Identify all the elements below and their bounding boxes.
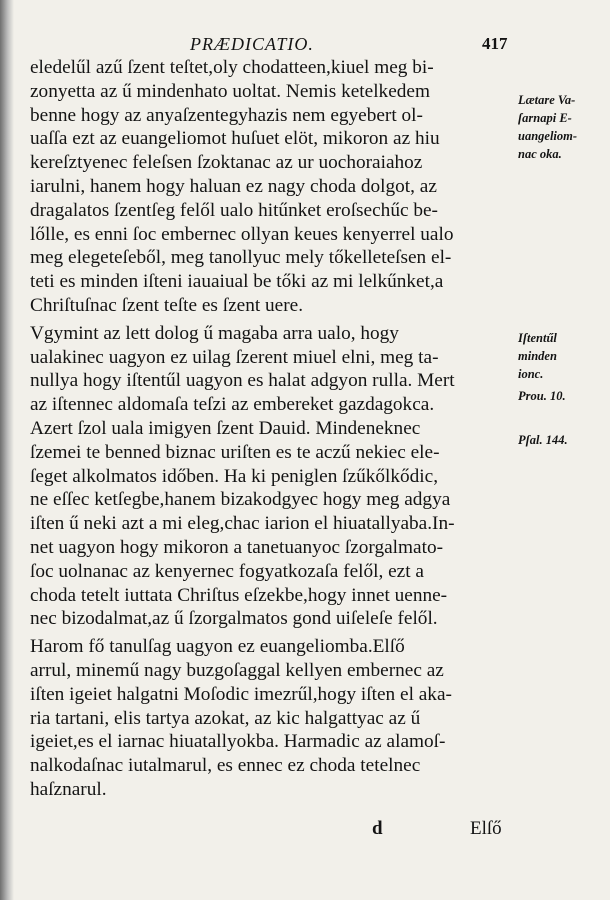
text-line: uaſſa ezt az euangeliomot huſuet elöt, mikoron az hiu — [30, 128, 440, 150]
text-line: dragalatos ſzentſeg felől ualo hitűnket eroſsechűc be- — [30, 199, 438, 221]
main-text-block — [30, 56, 518, 802]
text-line: ſzemei te benned biznac uriſten es te aczű nekiec ele- — [30, 441, 440, 463]
text-line: ne eſſec ketſegbe,hanem bizakodgyec hogy meg adgya — [30, 489, 451, 511]
text-line: nalkodaſnac iutalmarul, es ennec ez choda tetelnec — [30, 755, 421, 777]
running-title: PRÆDICATIO. — [190, 34, 314, 54]
margin-note: uangeliom- — [518, 129, 578, 143]
margin-note: ſarnapi E- — [518, 111, 572, 125]
text-line: nec bizodalmat,az ű ſzorgalmatos gond uiſeleſe felől. — [30, 608, 438, 630]
margin-note: minden — [518, 349, 557, 363]
text-line: ſoc uolnanac az kenyernec fogyatkozaſa felől, ezt a — [30, 560, 424, 582]
text-line: lőlle, es enni ſoc embernec ollyan keues kenyerrel ualo — [30, 223, 454, 245]
margin-note: Pſal. 144. — [518, 433, 568, 447]
margin-note: Lætare Va- — [518, 93, 576, 107]
text-line: net uagyon hogy mikoron a tanetuanyoc ſzorgalmato- — [30, 536, 444, 558]
text-line: teti es minden iſteni iauaiual be tőki az mi lelkűnket,a — [30, 271, 444, 293]
text-line: iſten ű neki azt a mi eleg,chac iarion el hiuatallyaba.In- — [30, 513, 455, 535]
catchword: Elſő — [470, 818, 502, 839]
text-line: ſeget alkolmatos időben. Ha ki peniglen ſzűkőlkődic, — [30, 465, 439, 487]
text-line: haſznarul. — [30, 778, 107, 800]
text-line: choda tetelt iuttata Chriſtus eſzekbe,hogy innet uenne- — [30, 584, 448, 606]
text-line: igeiet,es el iarnac hiuatallyokba. Harmadic az alamoſ- — [30, 731, 446, 753]
text-line: benne hogy az anyaſzentegyhazis nem egyebert ol- — [30, 104, 423, 126]
page-gutter-shadow — [0, 0, 14, 900]
text-line: iſten igeiet halgatni Moſodic imezrűl,hogy iſten el aka- — [30, 683, 452, 705]
text-line: ria tartani, elis tartya azokat, az kic halgattyac az ű — [30, 707, 421, 729]
margin-note: nac oka. — [518, 147, 562, 161]
text-line: ualakinec uagyon ez uilag ſzerent miuel elni, meg ta- — [30, 346, 439, 368]
page-number: 417 — [482, 34, 508, 53]
text-line: Chriſtuſnac ſzent teſte es ſzent uere. — [30, 294, 304, 316]
text-line: nullya hogy iſtentűl uagyon es halat adgyon rulla. Mert — [30, 370, 455, 392]
text-line: Vgymint az lett dolog ű magaba arra ualo, hogy — [30, 322, 399, 344]
signature-mark: d — [372, 818, 383, 839]
text-line: az iſtennec aldomaſa teſzi az embereket gazdagokca. — [30, 394, 435, 416]
text-line: Harom fő tanulſag uagyon ez euangeliomba.Elſő — [30, 636, 405, 658]
text-line: eledelűl azű ſzent teſtet,oly chodatteen,kiuel meg bi- — [30, 57, 434, 78]
text-line: iarulni, hanem hogy haluan ez nagy choda dolgot, az — [30, 175, 437, 197]
margin-note: Prou. 10. — [518, 389, 566, 403]
text-line: arrul, minemű nagy buzgoſaggal kellyen embernec az — [30, 659, 444, 681]
margin-note: ionc. — [518, 367, 544, 381]
margin-note: Iſtentűl — [518, 331, 557, 345]
text-line: zonyetta az ű mindenhato uoltat. Nemis ketelkedem — [30, 80, 430, 102]
text-line: Azert ſzol uala imigyen ſzent Dauid. Mindeneknec — [30, 417, 421, 439]
text-line: meg elegeteſeből, meg tanollyuc mely tőkelleteſsen el- — [30, 247, 452, 269]
text-line: kereſztyenec feleſsen ſzoktanac az ur uochoraiahoz — [30, 152, 423, 174]
